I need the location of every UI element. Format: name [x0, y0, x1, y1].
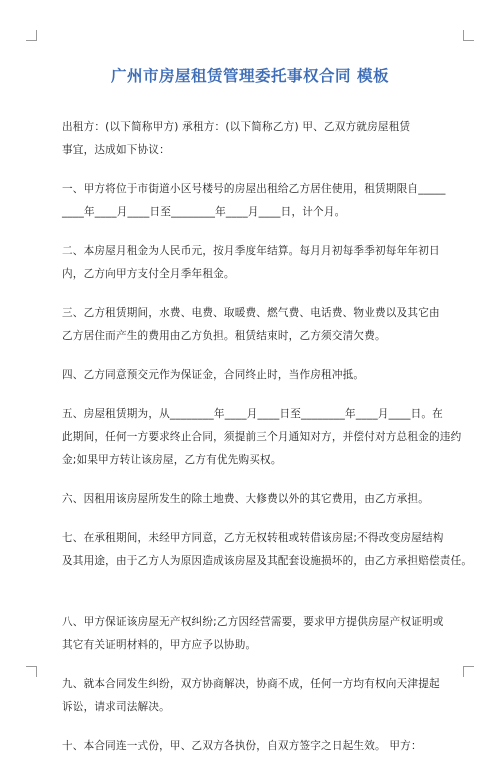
- clause-1-line: 一、甲方将位于市街道小区号楼号的房屋出租给乙方居住使用，租赁期限自_____: [62, 183, 446, 195]
- crop-mark-top-right: [463, 30, 474, 41]
- crop-mark-top-left: [26, 30, 37, 41]
- document-title: 广州市房屋租赁管理委托事权合同 模板: [111, 67, 389, 85]
- clause-2-line: 二、本房屋月租金为人民币元，按月季度年结算。每月月初每季季初每年年初日: [62, 245, 440, 257]
- clause-5-line: 此期间，任何一方要求终止合同，须提前三个月通知对方，并偿付对方总租金的违约: [62, 431, 462, 443]
- clause-8-line: 其它有关证明材料的，甲方应予以协助。: [62, 639, 257, 651]
- clause-8-line: 八、甲方保证该房屋无产权纠纷;乙方因经营需要，要求甲方提供房屋产权证明或: [62, 616, 444, 628]
- clause-7-line: 及其用途，由于乙方人为原因造成该房屋及其配套设施损坏的，由乙方承担赔偿责任。: [62, 555, 473, 567]
- clause-1-line: ____年____月____日至________年____月____日，计个月。: [62, 206, 346, 218]
- clause-7-line: 七、在承租期间，未经甲方同意，乙方无权转租或转借该房屋;不得改变房屋结构: [62, 532, 444, 544]
- document-body: [62, 116, 473, 758]
- clause-2-line: 内，乙方向甲方支付全月季年租金。: [62, 268, 235, 280]
- paragraph-parties-line: 出租方：(以下简称甲方) 承租方：(以下简称乙方) 甲、乙双方就房屋租赁: [62, 121, 411, 133]
- paragraph-parties-line: 事宜，达成如下协议：: [62, 144, 170, 156]
- clause-9-line: 九、就本合同发生纠纷，双方协商解决，协商不成，任何一方均有权向天津提起: [62, 678, 440, 690]
- clause-5-line: 五、房屋租赁期为，从________年____月____日至________年____月____日。在: [62, 408, 443, 420]
- crop-mark-bottom-right: [463, 666, 474, 677]
- crop-mark-bottom-left: [26, 666, 37, 677]
- clause-3-line: 乙方居住而产生的费用由乙方负担。租赁结束时，乙方须交清欠费。: [62, 330, 386, 342]
- clause-3-line: 三、乙方租赁期间，水费、电费、取暖费、燃气费、电话费、物业费以及其它由: [62, 307, 440, 319]
- clause-5-line: 金;如果甲方转让该房屋，乙方有优先购买权。: [62, 454, 282, 466]
- clause-4-line: 四、乙方同意预交元作为保证金，合同终止时，当作房租冲抵。: [62, 369, 365, 381]
- clause-10-line: 十、本合同连一式份，甲、乙双方各执份，自双方签字之日起生效。 甲方：: [62, 740, 422, 752]
- clause-9-line: 诉讼，请求司法解决。: [62, 701, 170, 713]
- clause-6-line: 六、因租用该房屋所发生的除土地费、大修费以外的其它费用，由乙方承担。: [62, 493, 429, 505]
